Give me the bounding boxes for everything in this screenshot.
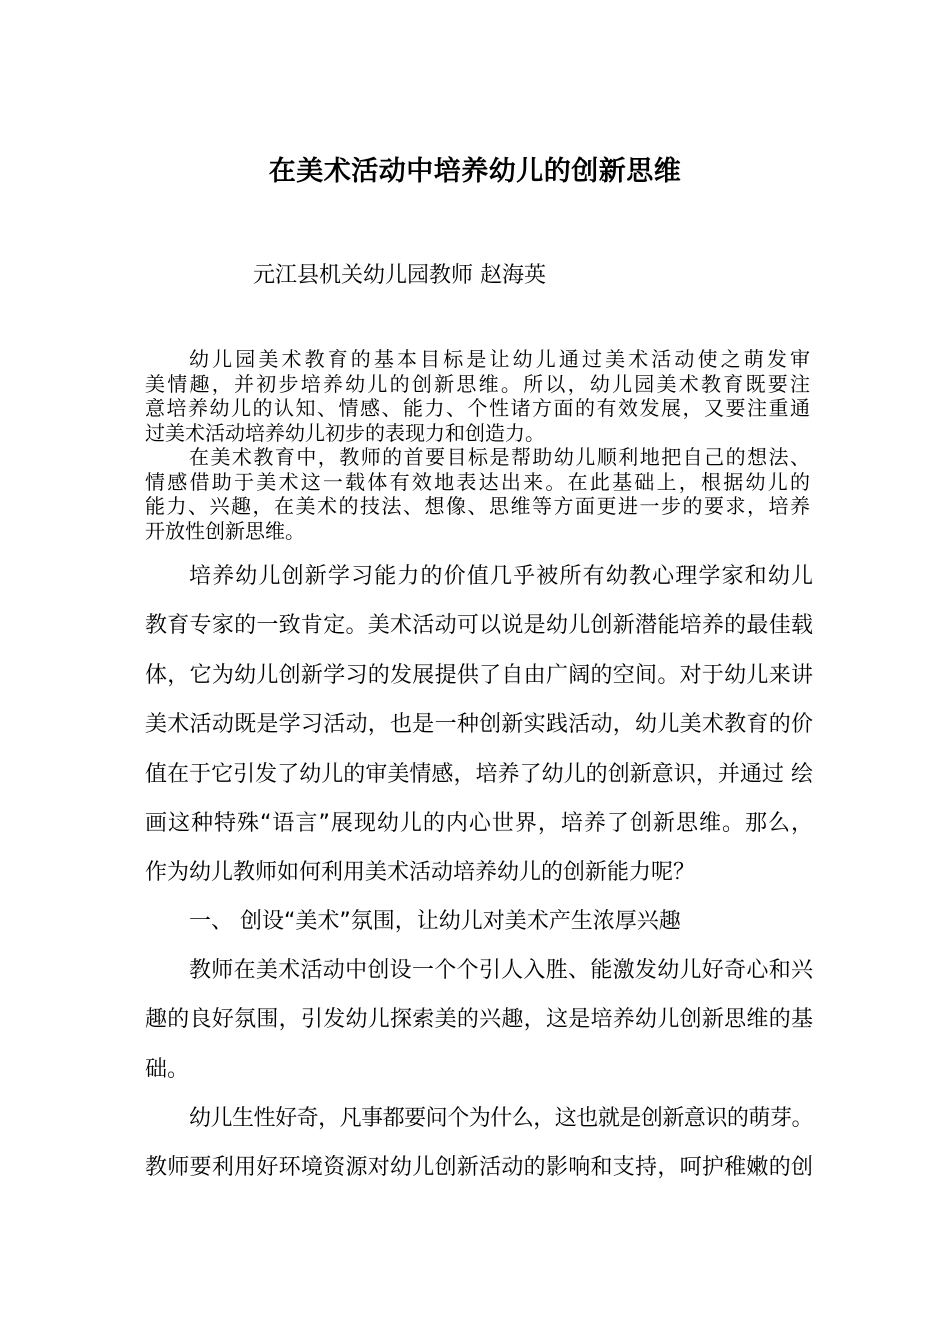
paragraph-atmosphere [145,946,813,1094]
paragraph-line: 幼儿生性好奇，凡事都要问个为什么，这也就是创新意识的萌芽。 [189,1106,813,1131]
paragraph-line: 教育专家的一致肯定。美术活动可以说是幼儿创新潜能培养的最佳载 [145,613,813,639]
document-title: 在美术活动中培养幼儿的创新思维 [268,156,682,187]
paragraph-line: 教师在美术活动中创设一个个引人入胜、能激发幼儿好奇心和兴 [189,958,813,983]
paragraph-line: 美术活动既是学习活动，也是一种创新实践活动，幼儿美术教育的价 [145,712,813,738]
paragraph-line: 能力、兴趣，在美术的技法、想像、思维等方面更进一步的要求，培养 [145,494,810,518]
paragraph-line: 趣的良好氛围，引发幼儿探索美的兴趣，这是培养幼儿创新思维的基 [145,1007,813,1033]
paragraph-line: 意培养幼儿的认知、情感、能力、个性诸方面的有效发展，又要注重通 [145,396,810,420]
paragraph-line: 美情趣，并初步培养幼儿的创新思维。所以，幼儿园美术教育既要注 [145,371,810,396]
section-heading: 一、 创设“美术”氛围，让幼儿对美术产生浓厚兴趣 [189,909,681,934]
paragraph-line: 培养幼儿创新学习能力的价值几乎被所有幼教心理学家和幼儿 [189,564,813,589]
paragraph-curiosity [145,1094,813,1193]
author-line: 元江县机关幼儿园教师 赵海英 [253,263,546,288]
paragraph-line: 过美术活动培养幼儿初步的表现力和创造力。 [145,420,545,445]
paragraph-intro-2 [145,445,810,543]
paragraph-line: 画这种特殊“语言”展现幼儿的内心世界，培养了创新思维。那么， [145,811,813,837]
paragraph-line: 础。 [145,1056,190,1082]
paragraph-line: 值在于它引发了幼儿的审美情感，培养了幼儿的创新意识，并通过 绘 [145,761,813,787]
paragraph-line: 幼儿园美术教育的基本目标是让幼儿通过美术活动使之萌发审 [189,347,810,371]
paragraph-line: 教师要利用好环境资源对幼儿创新活动的影响和支持，呵护稚嫩的创 [145,1155,813,1181]
paragraph-line: 作为幼儿教师如何利用美术活动培养幼儿的创新能力呢？ [145,860,696,886]
paragraph-line: 情感借助于美术这一载体有效地表达出来。在此基础上，根据幼儿的 [145,469,810,494]
paragraph-line: 体，它为幼儿创新学习的发展提供了自由广阔的空间。对于幼儿来讲 [145,662,813,688]
paragraph-line: 开放性创新思维。 [145,518,305,543]
paragraph-intro-1 [145,347,810,445]
paragraph-line: 在美术教育中，教师的首要目标是帮助幼儿顺利地把自己的想法、 [189,445,810,469]
paragraph-value [145,552,813,898]
